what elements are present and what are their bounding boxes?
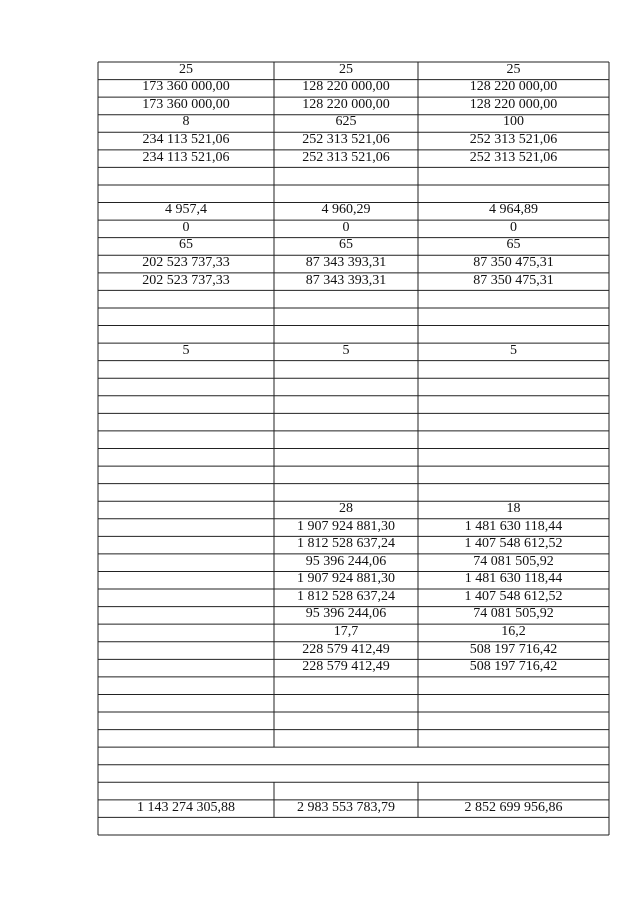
table-cell: 65 bbox=[179, 237, 193, 253]
table-cell: 1 481 630 118,44 bbox=[464, 518, 563, 534]
table-cell: 17,7 bbox=[333, 623, 359, 639]
table-cell: 128 220 000,00 bbox=[469, 96, 558, 112]
table-cell: 1 407 548 612,52 bbox=[464, 536, 563, 552]
table-cell: 173 360 000,00 bbox=[142, 96, 230, 112]
table-cell: 228 579 412,49 bbox=[302, 641, 390, 657]
table-cell: 25 bbox=[179, 61, 193, 77]
table-cell: 74 081 505,92 bbox=[473, 606, 554, 622]
table-cell: 0 bbox=[182, 219, 190, 235]
table-cell: 1 407 548 612,52 bbox=[464, 588, 563, 604]
table-cell: 65 bbox=[339, 237, 353, 253]
table-cell: 234 113 521,06 bbox=[142, 132, 230, 148]
table-cell: 234 113 521,06 bbox=[142, 149, 230, 165]
table-cell: 252 313 521,06 bbox=[302, 132, 390, 148]
table-cell: 8 bbox=[182, 114, 190, 130]
table-cell: 4 957,4 bbox=[165, 202, 207, 218]
table-cell: 202 523 737,33 bbox=[142, 272, 230, 288]
table-cell: 4 964,89 bbox=[489, 202, 538, 218]
table-cell: 508 197 716,42 bbox=[469, 659, 558, 675]
table-cell: 252 313 521,06 bbox=[469, 149, 558, 165]
table-cell: 5 bbox=[510, 342, 517, 358]
table-cell: 100 bbox=[503, 114, 524, 130]
table-cell: 2 983 553 783,79 bbox=[297, 799, 395, 815]
table-cell: 87 343 393,31 bbox=[305, 255, 387, 271]
table-cell: 95 396 244,06 bbox=[305, 553, 387, 569]
table-cell: 252 313 521,06 bbox=[469, 132, 558, 148]
table-cell: 1 481 630 118,44 bbox=[464, 571, 563, 587]
table-cell: 173 360 000,00 bbox=[142, 79, 230, 95]
table-cell: 128 220 000,00 bbox=[302, 79, 390, 95]
table-cell: 508 197 716,42 bbox=[469, 641, 558, 657]
table-cell: 1 143 274 305,88 bbox=[137, 799, 235, 815]
table-cell: 5 bbox=[182, 342, 190, 358]
table-cell: 1 812 528 637,24 bbox=[297, 536, 395, 552]
table-cell: 28 bbox=[339, 500, 353, 516]
table-cell: 18 bbox=[506, 500, 521, 516]
table-cell: 25 bbox=[339, 61, 353, 77]
table-cell: 74 081 505,92 bbox=[473, 553, 554, 569]
table-cell: 25 bbox=[506, 61, 521, 77]
table-cell: 87 350 475,31 bbox=[473, 272, 554, 288]
table-cell: 1 907 924 881,30 bbox=[297, 571, 395, 587]
table-cell: 16,2 bbox=[501, 623, 526, 639]
table-cell: 87 350 475,31 bbox=[473, 255, 554, 271]
table-cell: 0 bbox=[342, 219, 350, 235]
table-cell: 1 812 528 637,24 bbox=[297, 588, 395, 604]
table-cell: 128 220 000,00 bbox=[469, 79, 558, 95]
table-cell: 2 852 699 956,86 bbox=[464, 799, 563, 815]
table-cell: 128 220 000,00 bbox=[302, 96, 390, 112]
table-cell: 0 bbox=[510, 219, 517, 235]
table-cell: 625 bbox=[335, 114, 357, 130]
table-cell: 65 bbox=[506, 237, 521, 253]
table-cell: 95 396 244,06 bbox=[305, 606, 387, 622]
table-cell: 4 960,29 bbox=[321, 202, 371, 218]
table-cell: 228 579 412,49 bbox=[302, 659, 390, 675]
table-cell: 1 907 924 881,30 bbox=[297, 518, 395, 534]
table-cell: 5 bbox=[342, 342, 350, 358]
table-cell: 202 523 737,33 bbox=[142, 255, 230, 271]
table-cell: 87 343 393,31 bbox=[305, 272, 387, 288]
table-cell: 252 313 521,06 bbox=[302, 149, 390, 165]
